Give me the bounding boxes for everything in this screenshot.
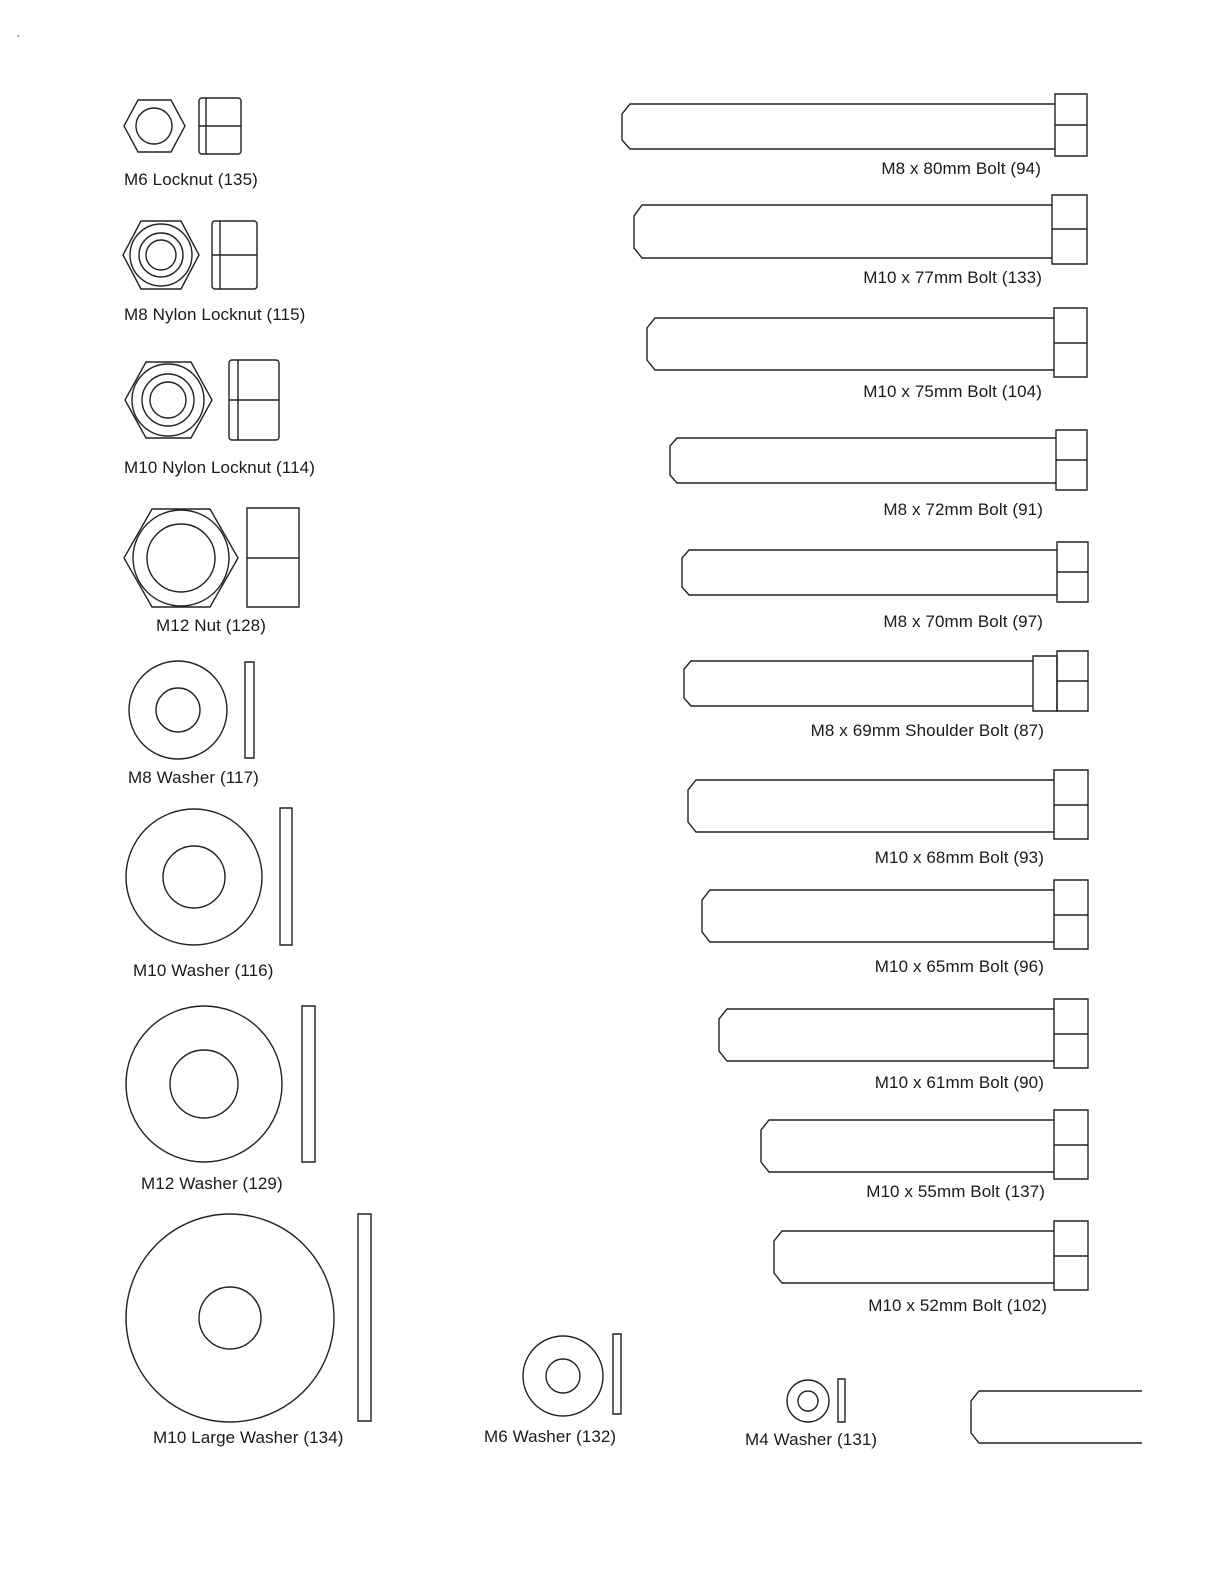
bolt-label: M10 x 55mm Bolt (137) <box>866 1182 1045 1201</box>
bolt-label: M8 x 80mm Bolt (94) <box>881 159 1041 178</box>
partial-bolt-drawing <box>971 1391 1142 1443</box>
m8-nylon-locknut-drawing <box>123 221 257 289</box>
nut-label: M8 Nylon Locknut (115) <box>124 305 306 324</box>
bolt-label: M10 x 52mm Bolt (102) <box>868 1296 1047 1315</box>
bolt-m10-75mm-drawing <box>647 308 1087 377</box>
m6-locknut-drawing <box>124 98 241 154</box>
bolt-label: M10 x 65mm Bolt (96) <box>874 957 1044 976</box>
m4-washer-drawing <box>787 1379 845 1422</box>
washer-label: M12 Washer (129) <box>141 1174 283 1193</box>
bolt-label: M8 x 69mm Shoulder Bolt (87) <box>810 721 1044 740</box>
m8-washer-drawing <box>129 661 254 759</box>
bolt-m10-55mm-drawing <box>761 1110 1088 1179</box>
m10-large-washer-drawing <box>126 1214 371 1422</box>
bolt-m10-65mm-drawing <box>702 880 1088 949</box>
washer-label: M6 Washer (132) <box>484 1427 617 1446</box>
bolt-m10-61mm-drawing <box>719 999 1088 1068</box>
m10-nylon-locknut-drawing <box>125 360 279 440</box>
bolt-m10-77mm-drawing <box>634 195 1087 264</box>
m12-washer-drawing <box>126 1006 315 1162</box>
bolt-label: M10 x 61mm Bolt (90) <box>874 1073 1044 1092</box>
bolt-label: M10 x 77mm Bolt (133) <box>863 268 1042 287</box>
bolt-m8-80mm-drawing <box>622 94 1087 156</box>
bolt-label: M8 x 70mm Bolt (97) <box>883 612 1043 631</box>
nut-label: M12 Nut (128) <box>156 616 266 635</box>
m6-washer-drawing <box>523 1334 621 1416</box>
bolt-label: M10 x 75mm Bolt (104) <box>863 382 1042 401</box>
bolt-m8-70mm-drawing <box>682 542 1088 602</box>
bolt-m10-52mm-drawing <box>774 1221 1088 1290</box>
m10-washer-drawing <box>126 808 292 945</box>
nut-label: M6 Locknut (135) <box>124 170 258 189</box>
bolt-m8-69mm-shoulder-drawing <box>684 651 1088 711</box>
bolt-m10-68mm-drawing <box>688 770 1088 839</box>
washer-label: M10 Large Washer (134) <box>153 1428 344 1447</box>
washer-label: M8 Washer (117) <box>128 768 259 787</box>
washer-label: M4 Washer (131) <box>745 1430 878 1449</box>
bolt-label: M10 x 68mm Bolt (93) <box>874 848 1044 867</box>
bolt-m8-72mm-drawing <box>670 430 1087 490</box>
m12-nut-drawing <box>124 508 299 607</box>
bolt-label: M8 x 72mm Bolt (91) <box>883 500 1043 519</box>
washer-label: M10 Washer (116) <box>133 961 274 980</box>
nut-label: M10 Nylon Locknut (114) <box>124 458 315 477</box>
speck-mark <box>17 35 19 37</box>
